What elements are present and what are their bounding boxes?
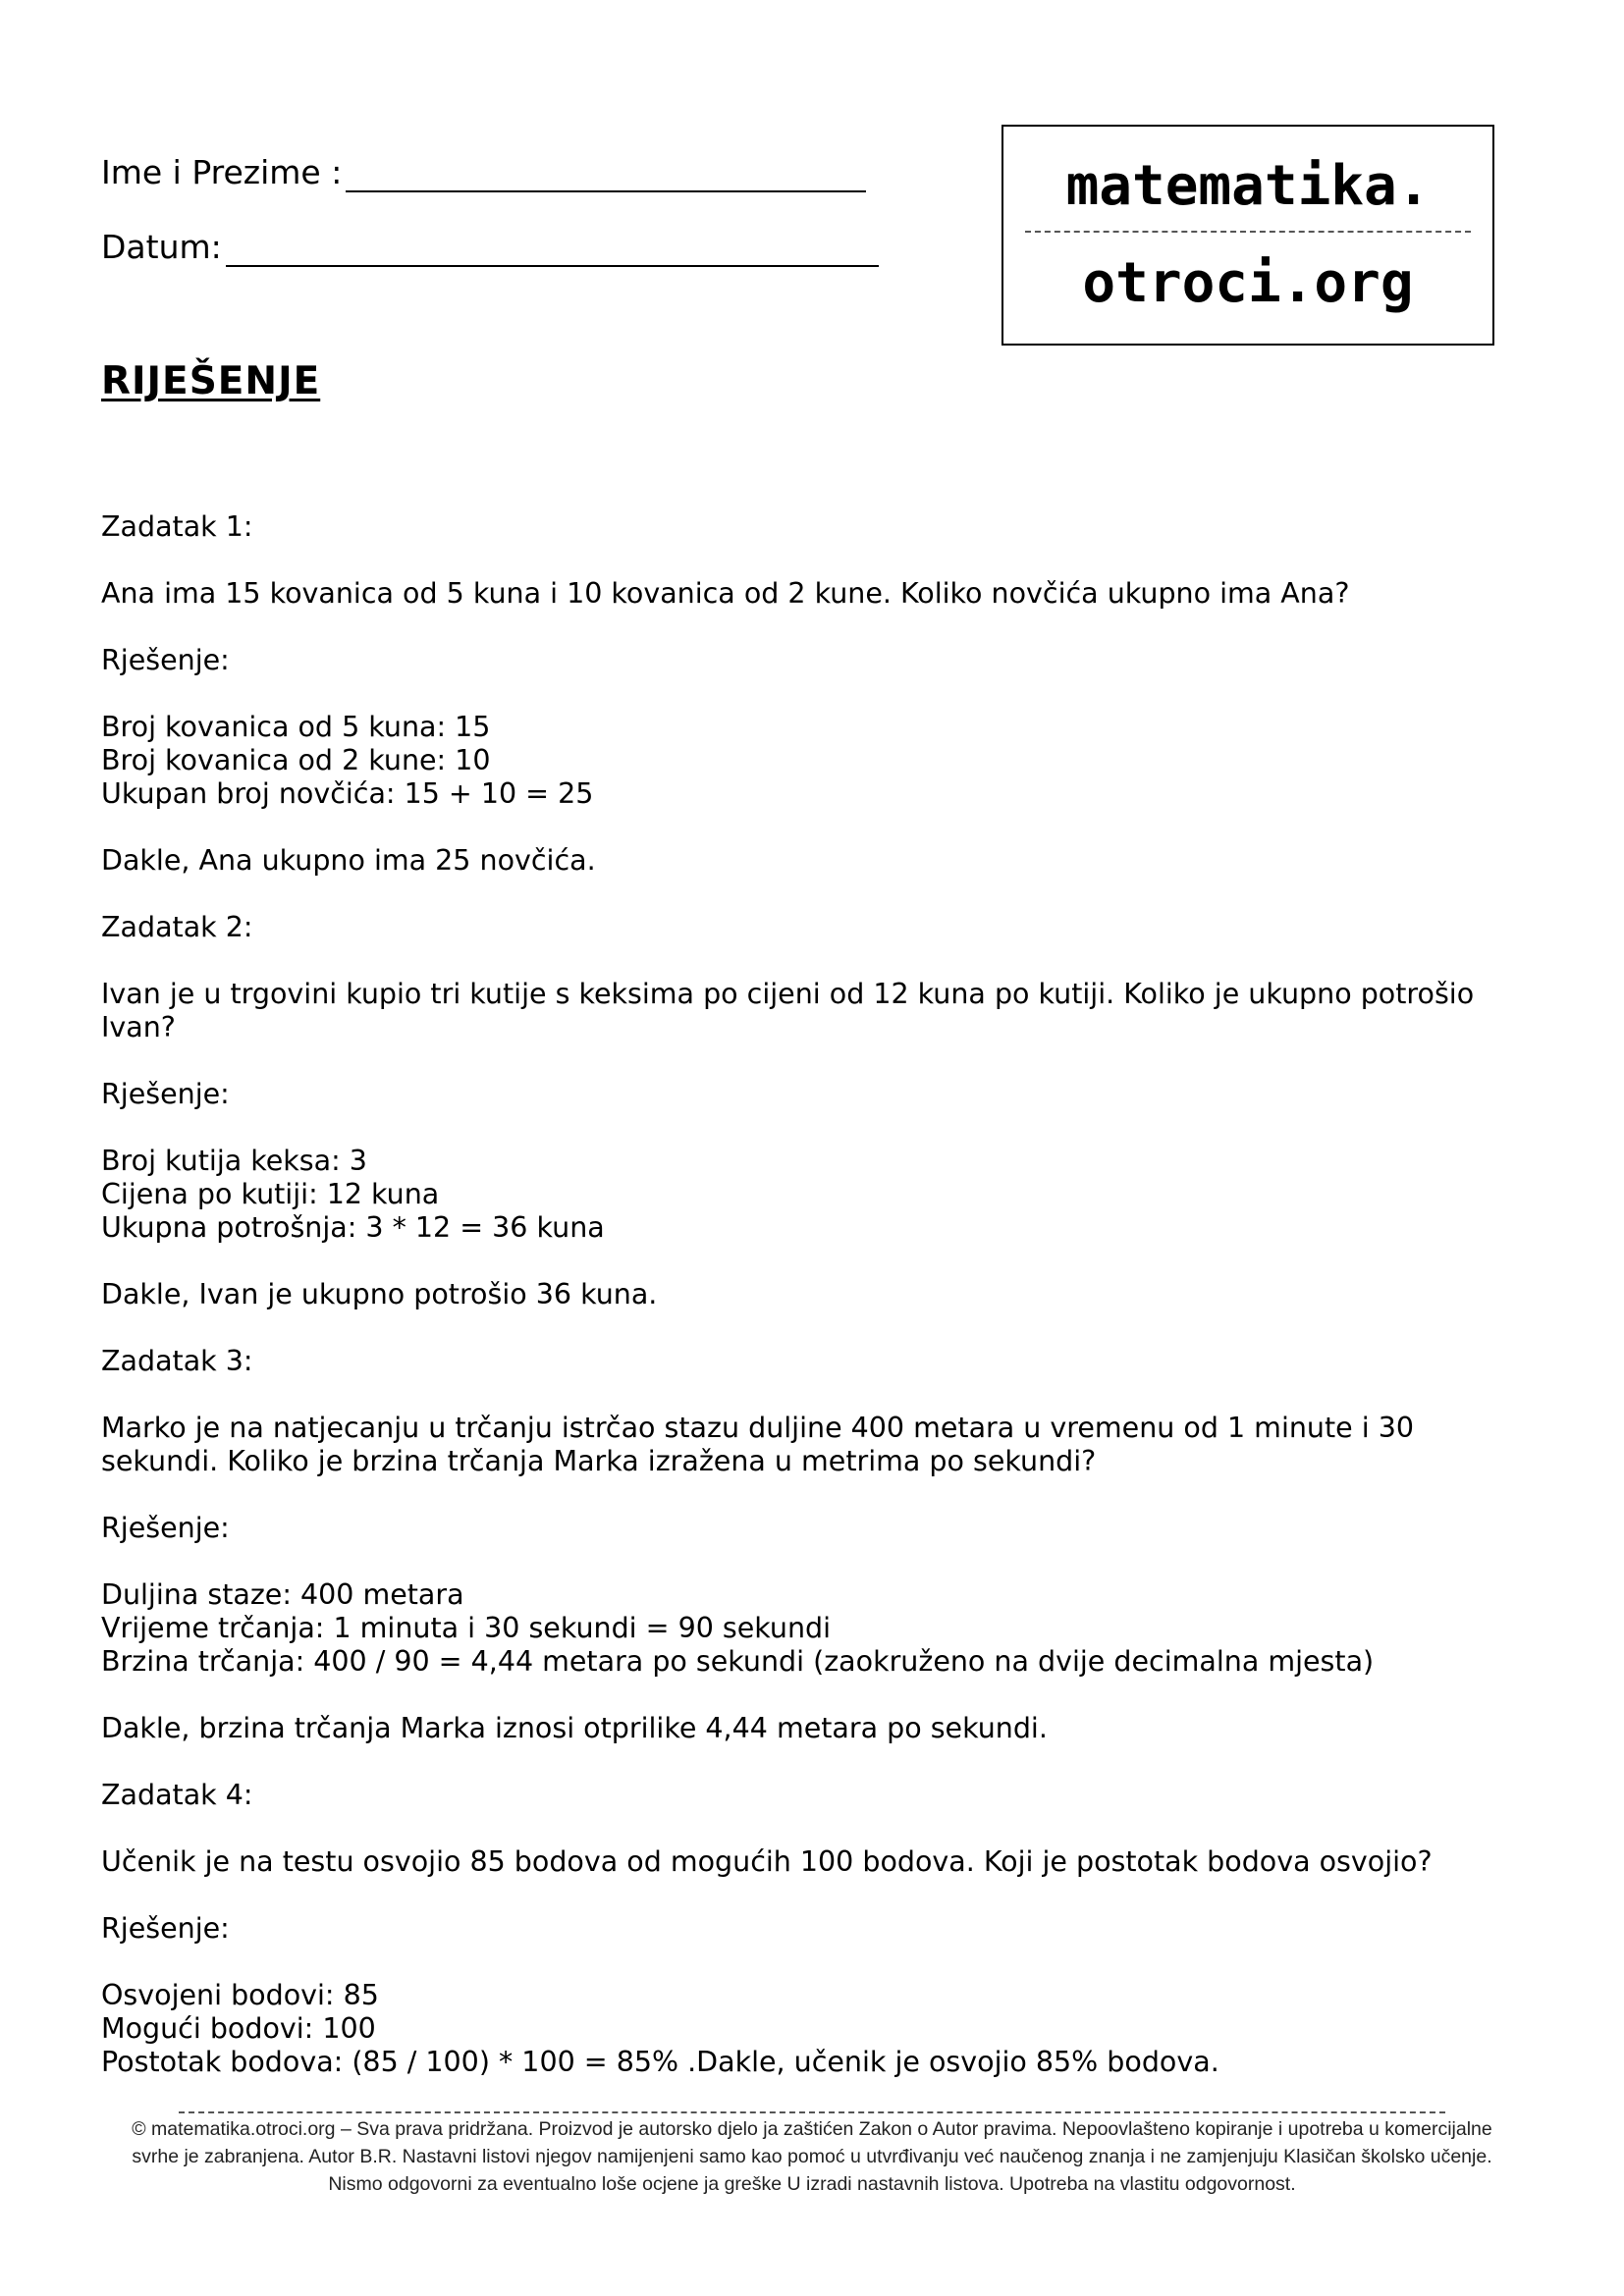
date-field[interactable]: [101, 228, 879, 267]
solution-step: Ukupna potrošnja: 3 * 12 = 36 kuna: [101, 1211, 605, 1244]
date-label: Datum:: [101, 228, 222, 266]
task-question: Marko je na natjecanju u trčanju istrčao stazu duljine 400 metara u vremenu od 1 minute i 30 sekundi. Koliko je brzina trčanja Marka izražena u metrima po sekundi?: [101, 1412, 1414, 1477]
solution-label: Rješenje:: [101, 1512, 230, 1544]
task-heading: Zadatak 2:: [101, 911, 253, 943]
solution-step: Postotak bodova: (85 / 100) * 100 = 85% .Dakle, učenik je osvojio 85% bodova.: [101, 2046, 1219, 2078]
task-conclusion: Dakle, Ana ukupno ima 25 novčića.: [101, 844, 596, 877]
solution-steps: [101, 1979, 1515, 2079]
solution-label: Rješenje:: [101, 1912, 230, 1945]
solution-step: Vrijeme trčanja: 1 minuta i 30 sekundi = 90 sekundi: [101, 1612, 832, 1644]
page-footer: [0, 2111, 1624, 2198]
name-label: Ime i Prezime :: [101, 153, 343, 191]
solution-step: Mogući bodovi: 100: [101, 2012, 376, 2045]
task-conclusion: Dakle, brzina trčanja Marka iznosi otprilike 4,44 metara po sekundi.: [101, 1712, 1048, 1744]
footer-divider: [179, 2111, 1445, 2113]
task-question: Ana ima 15 kovanica od 5 kuna i 10 kovanica od 2 kune. Koliko novčića ukupno ima Ana?: [101, 577, 1350, 610]
solution-steps: [101, 711, 1515, 811]
logo-divider: [1025, 231, 1471, 233]
solution-label: Rješenje:: [101, 644, 230, 676]
page-title: RIJEŠENJE: [101, 359, 321, 403]
task-question: Učenik je na testu osvojio 85 bodova od mogućih 100 bodova. Koji je postotak bodova osvojio?: [101, 1845, 1433, 1878]
date-line: [226, 236, 879, 267]
solution-step: Broj kovanica od 5 kuna: 15: [101, 711, 491, 743]
logo-line1: matematika.: [1065, 154, 1431, 218]
solution-step: Broj kovanica od 2 kune: 10: [101, 744, 491, 776]
task-conclusion: Dakle, Ivan je ukupno potrošio 36 kuna.: [101, 1278, 658, 1310]
task-heading: Zadatak 4:: [101, 1779, 253, 1811]
task-question: Ivan je u trgovini kupio tri kutije s keksima po cijeni od 12 kuna po kutiji. Koliko je ukupno potrošio Ivan?: [101, 978, 1475, 1043]
solution-step: Broj kutija keksa: 3: [101, 1145, 367, 1177]
solution-steps: [101, 1578, 1515, 1679]
solution-step: Osvojeni bodovi: 85: [101, 1979, 379, 2011]
solution-step: Cijena po kutiji: 12 kuna: [101, 1178, 440, 1210]
solution-step: Duljina staze: 400 metara: [101, 1578, 464, 1611]
logo-line2: otroci.org: [1082, 251, 1414, 315]
solution-step: Ukupan broj novčića: 15 + 10 = 25: [101, 777, 594, 810]
solution-label: Rješenje:: [101, 1078, 230, 1110]
solution-step: Brzina trčanja: 400 / 90 = 4,44 metara po sekundi (zaokruženo na dvije decimalna mjesta): [101, 1645, 1375, 1678]
footer-line: svrhe je zabranjena. Autor B.R. Nastavni listovi njegov namijenjeni samo kao pomoć u utvrđivanju već naučenog znanja i ne zamjenjuju Klasičan školsko učenje.: [132, 2146, 1492, 2167]
task-heading: Zadatak 1:: [101, 510, 253, 543]
footer-line: © matematika.otroci.org – Sva prava pridržana. Proizvod je autorsko djelo ja zaštićen Zakon o Autor pravima. Nepoovlašteno kopiranje i upotreba u komercijalne: [132, 2118, 1492, 2140]
solution-steps: [101, 1145, 1515, 1245]
name-field[interactable]: [101, 153, 866, 192]
tasks-content: [101, 510, 1515, 2079]
task-heading: Zadatak 3:: [101, 1345, 253, 1377]
name-line: [346, 161, 866, 192]
footer-line: Nismo odgovorni za eventualno loše ocjene ja greške U izradi nastavnih listova. Upotreba na vlastitu odgovornost.: [328, 2173, 1296, 2195]
site-logo: [1001, 125, 1494, 346]
